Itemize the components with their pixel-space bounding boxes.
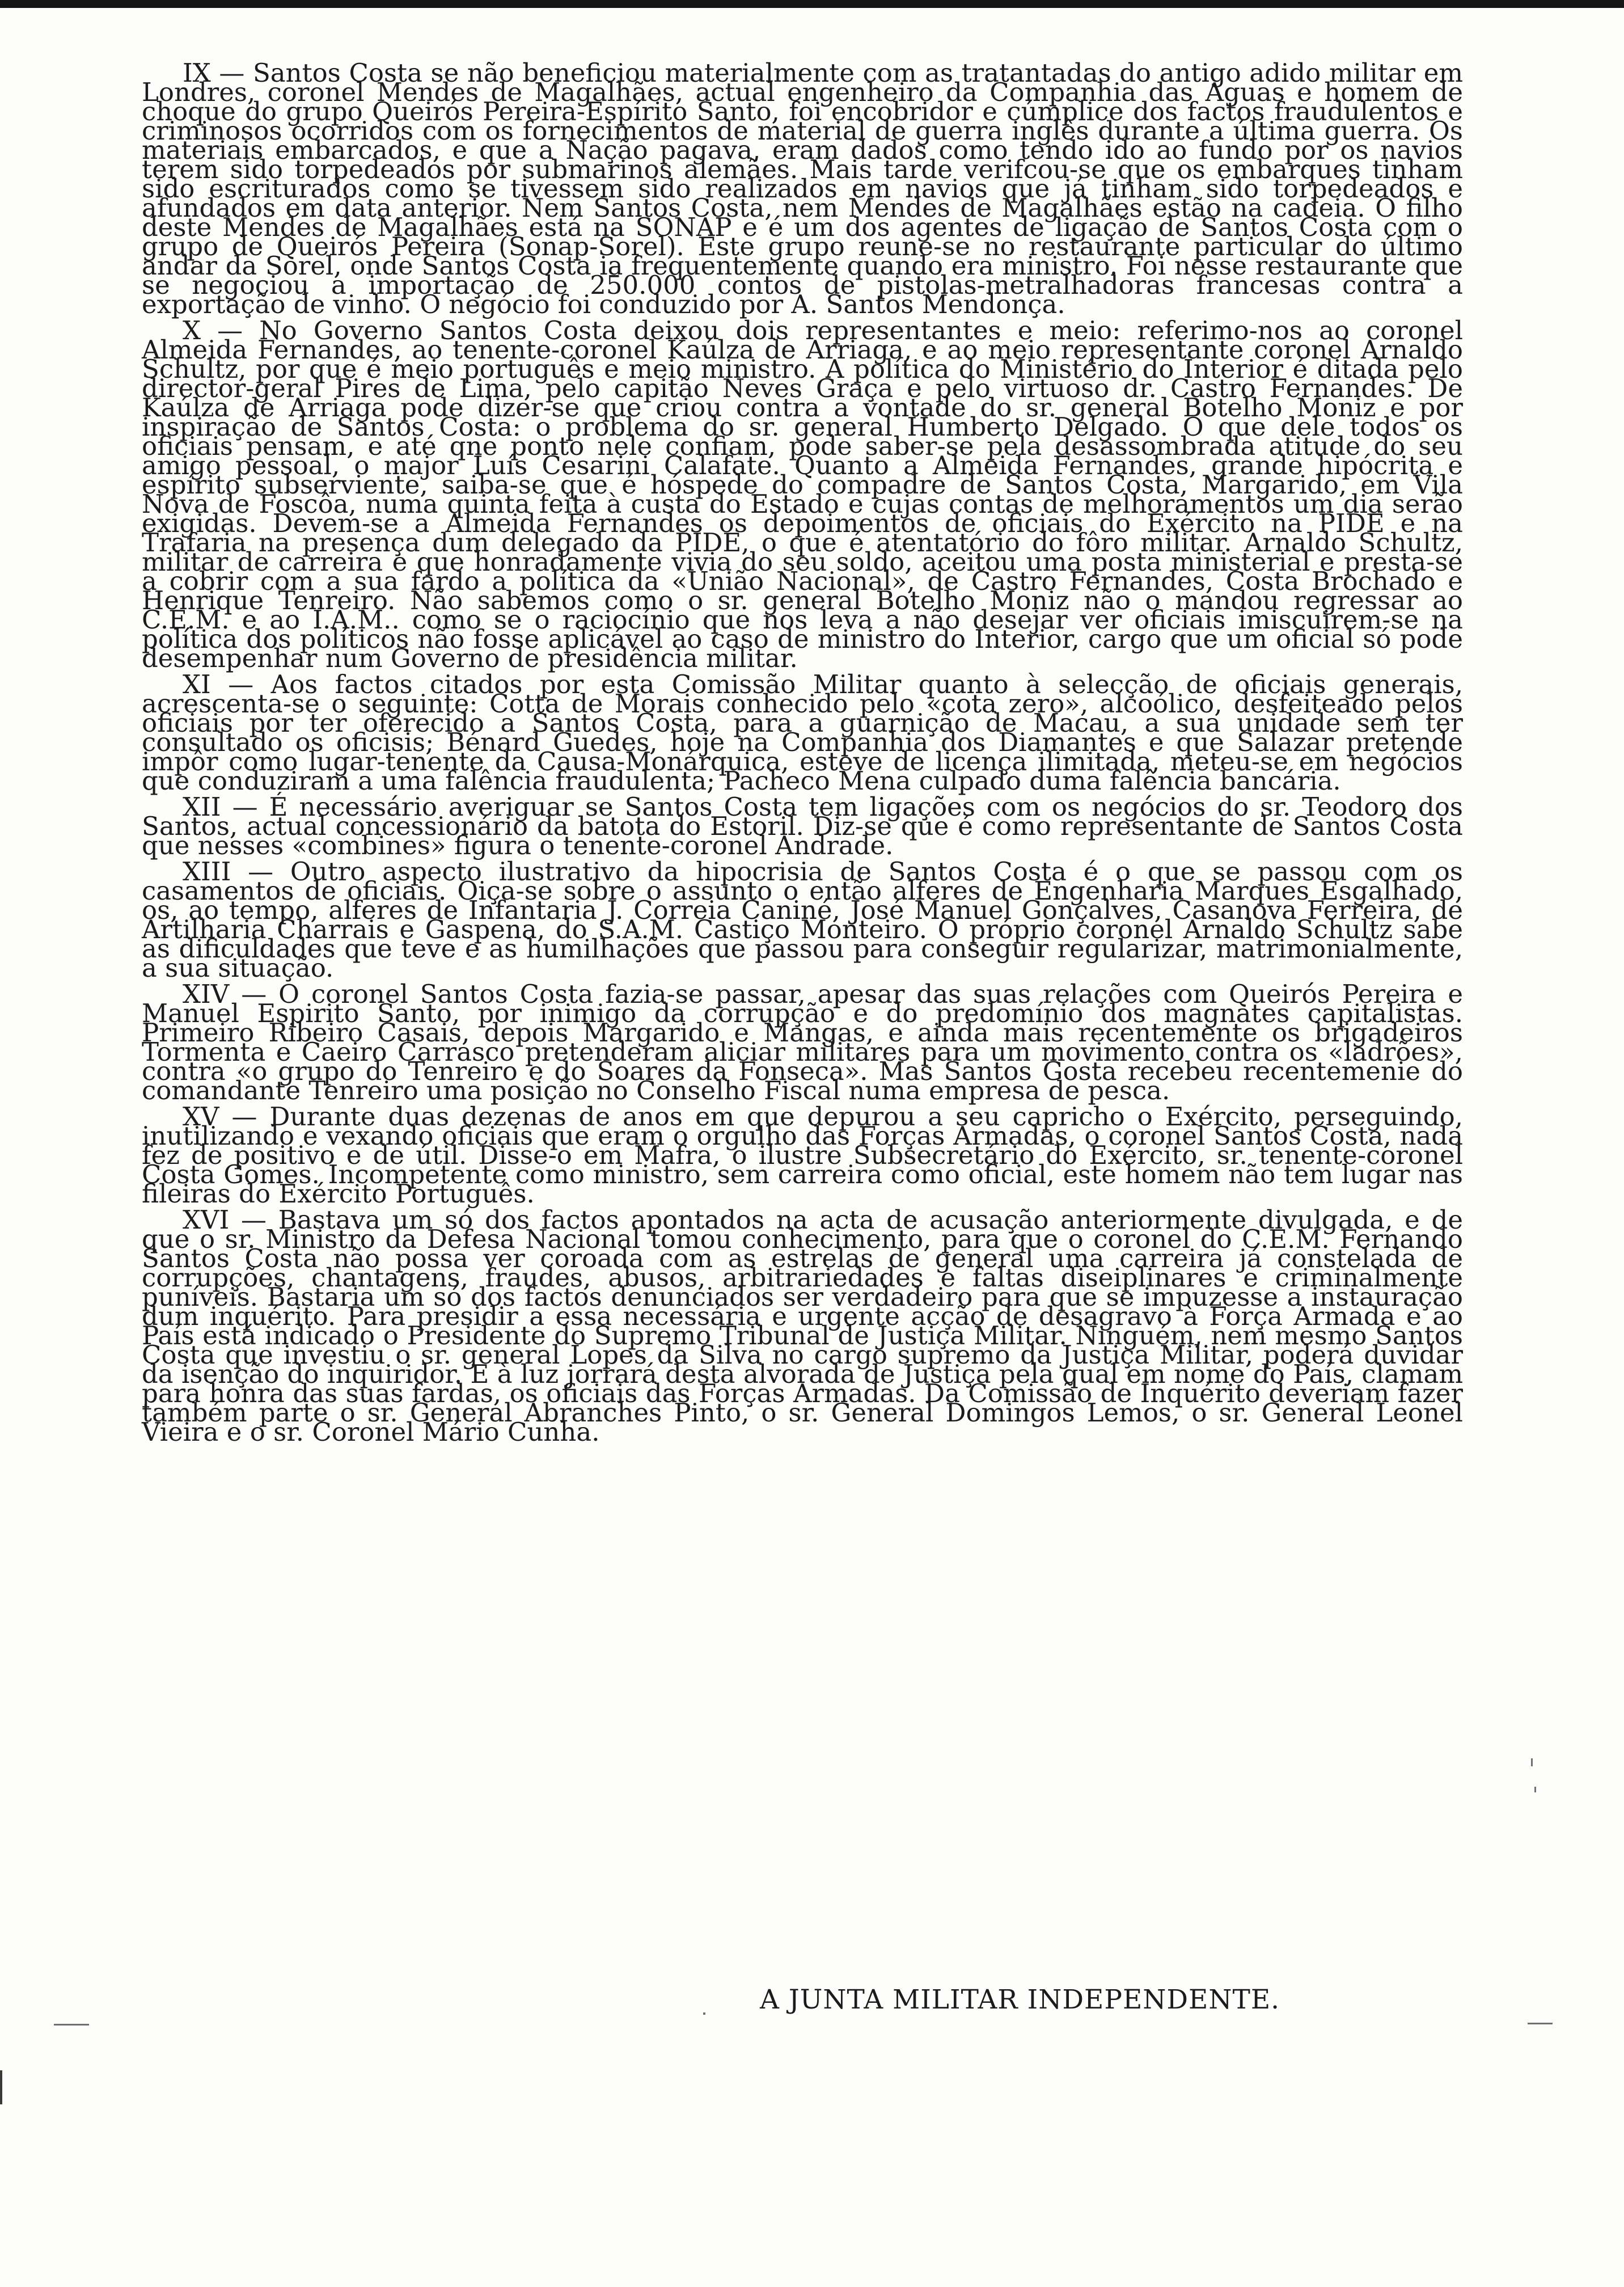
signature-line: A JUNTA MILITAR INDEPENDENTE. [760, 1984, 1280, 2015]
scan-mark-left [54, 2024, 89, 2026]
document-body [142, 58, 1463, 1449]
scan-mark-right-margin-1 [1531, 1758, 1533, 1766]
top-edge-rule [0, 0, 1624, 8]
paragraph-x: X — No Governo Santos Costa deixou dois representantes e meio: referimo-nos ao coronel Almeida Fernandes, ao tenente-coronel Kaúlza de Arriaga, e ao meio representante coronel Arnaldo Schultz, por que é meio português e meio ministro. A política do Ministério do Interior é ditada pelo director-geral Pires de Lima, pelo capitão Neves Graça e pelo virtuoso dr. Castro Fernandes. De Kaúlza de Arriaga pode dizer-se que criou contra a vontade do sr. general Botelho Moniz e por inspiração de Santos Costa: o problema do sr. general Humberto Delgado. O que dele todos os oficiais pensam, e até qne ponto nele confiam, pode saber-se pela desassombrada atitude do seu amigo pessoal, o major Luís Cesarini Calafate. Quanto a Almeida Fernandes, grande hipócrita e espírito subserviente, saiba-se que é hóspede do compadre de Santos Costa, Margarido, em Vila Nova de Foscôa, numa quinta feita à custa do Estado e cujas contas de melhoramentos um dia serão exigidas. Devem-se a Almeida Fernandes os depoimentos de oficiais do Exército na PIDE e na Trafaria na presença dum delegado da PIDE, o que é atentatório do fôro militar. Arnaldo Schultz, militar de carreira e que honradamente vivia do seu soldo, aceitou uma posta ministerial e presta-se a cobrir com a sua fardo a política da «União Nacional», de Castro Fernandes, Costa Brochado e Henrique Tenreiro. Não sabemos como o sr. general Botelho Moniz não o mandou regressar ao C.E.M. e ao I.A.M.. como se o raciocínio que nos leva a não desejar ver oficiais imiscuirem-se na política dos políticos não fosse aplicável ao caso de ministro do Interior, cargo que um oficial só pode desempenhar num Governo de presidência militar. [142, 315, 1463, 673]
scan-mark-right [1528, 2023, 1553, 2024]
paragraph-xv: XV — Durante duas dezenas de anos em que depurou a seu capricho o Exército, perseguindo, inutilizando e vexando oficiais que eram o orgulho das Forças Armadas, o coronel Santos Costa, nada fez de positivo e de útil. Disse-o em Mafra, o ilustre Subsecretário do Exército, sr. tenente-coronel Costa Gomes. Incompetente como ministro, sem carreira como oficial, este homem não tem lugar nas fileiras do Exército Português. [142, 1102, 1463, 1209]
paragraph-xiii: XIII — Outro aspecto ilustrativo da hipocrisia de Santos Costa é o que se passou com os casamentos de oficiais. Oiça-se sobre o assunto o então alferes de Engenharia Marques Esgalhado, os, ao tempo, alferes de Infantaria J. Correia Caniné, José Manuel Gonçalves, Casanova Ferreira, de Artilharia Charrais e Gaspena, do S.A.M. Castiço Monteiro. O próprio coronel Arnaldo Schultz sabe as dificuldades que teve e as humilhações que passou para conseguir regularizar, matrimonialmente, a sua situação. [142, 856, 1463, 983]
paragraph-ix: IX — Santos Costa se não beneficiou materialmente com as tratantadas do antigo adido militar em Londres, coronel Mendes de Magalhães, actual engenheiro da Companhia das Aguas e homem de choque do grupo Queirós Pereira-Espírito Santo, foi encobridor e cúmplice dos factos fraudulentos e criminosos ocorridos com os fornecimentos de material de guerra inglês durante a última guerra. Os materiais embarcados, e que a Nação pagava, eram dados como tendo ido ao fundo por os navios terem sido torpedeados por submarinos alemães. Mais tarde verifcou-se que os embarques tinham sido escriturados como se tivessem sido realizados em navios que já tinham sido torpedeados e afundados em data anterior. Nem Santos Costa, nem Mendes de Magalhães estão na cadeia. O filho deste Mendes de Magalhães está na SONAP e é um dos agentes de ligação de Santos Costa com o grupo de Queirós Pereira (Sonap-Sorel). Este grupo reune-se no restaurante particular do último andar da Sorel, onde Santos Costa ia frequentemente quando era ministro. Foi nesse restaurante que se negociou a importação de 250.000 contos de pistolas-metralhadoras francesas contra a exportação de vinho. O negócio foi conduzido por A. Santos Mendonça. [142, 58, 1463, 319]
paragraph-xvi: XVI — Bastava um só dos factos apontados na acta de acusação anteriormente divulgada, e de que o sr. Ministro da Defesa Nacional tomou conhecimento, para que o coronel do C.E.M. Fernando Santos Costa não possa ver coroada com as estrelas de general uma carreira já constelada de corrupções, chantagens, fraudes, abusos, arbitrariedades e faltas diseiplinares e criminalmente puníveis. Bastaria um só dos factos denunciados ser verdadeiro para que se impuzesse a instauração dum inquérito. Para presidir a essa necessária e urgente acção de desagravo à Força Armada e ao País está indicado o Presidente do Supremo Tribunal de Justiça Militar. Ninguém, nem mesmo Santos Costa que investiu o sr. general Lopes da Silva no cargo supremo da Justiça Militar, poderá duvidar da isenção do inquiridor. E à luz jorrará desta alvorada de Justiça pela qual em nome do País, clamam para honra das suas fardas, os oficiais das Forças Armadas. Da Comissão de Inquérito deveriam fazer também parte o sr. General Abranches Pinto, o sr. General Domingos Lemos, o sr. General Leonel Vieira e o sr. Coronel Mário Cunha. [142, 1205, 1463, 1447]
paragraph-xii: XII — É necessário averiguar se Santos Costa tem ligações com os negócios do sr. Teodoro dos Santos, actual concessionário da batota do Estoril. Diz-se que é como representante de Santos Costa que nesses «combines» figura o tenente-coronel Andrade. [142, 792, 1463, 860]
scan-dot-center [703, 2012, 705, 2015]
paragraph-xiv: XIV — O coronel Santos Costa fazia-se passar, apesar das suas relações com Queirós Pereira e Manuel Espirito Santo, por inimigo da corrupção e do predomínio dos magnates capitalistas. Primeiro Ribeiro Casais, depois Margarido e Mangas, e ainda mais recentemente os brigadeiros Tormenta e Caeiro Carrasco pretenderam aliciar militares para um movimento contra os «ladrões», contra «o grupo do Tenreiro e do Soares da Fonseca». Mas Santos Gosta recebeu recentemenie do comandante Tenreiro uma posição no Conselho Fiscal numa empresa de pesca. [142, 979, 1463, 1105]
scan-mark-left-edge [0, 2070, 2, 2104]
scan-mark-right-margin-2 [1534, 1787, 1536, 1792]
paragraph-xi: XI — Aos factos citados por esta Comissão Militar quanto à selecção de oficiais generais, acrescenta-se o seguinte: Cotta de Morais conhecido pelo «cota zero», alcoólico, desfeiteado pelos oficiais por ter oferecido a Santos Costa, para a guarnição de Macau, a sua unidade sem ter consultado os oficisis; Bénard Guedes, hoje na Companhia dos Diamantes e que Salazar pretende impôr como lugar-tenente da Causa-Monárquica, esteve de licença ilimitada, meteu-se em negócios que conduziram a uma falência fraudulenta; Pacheco Mena culpado duma falência bancária. [142, 669, 1463, 796]
